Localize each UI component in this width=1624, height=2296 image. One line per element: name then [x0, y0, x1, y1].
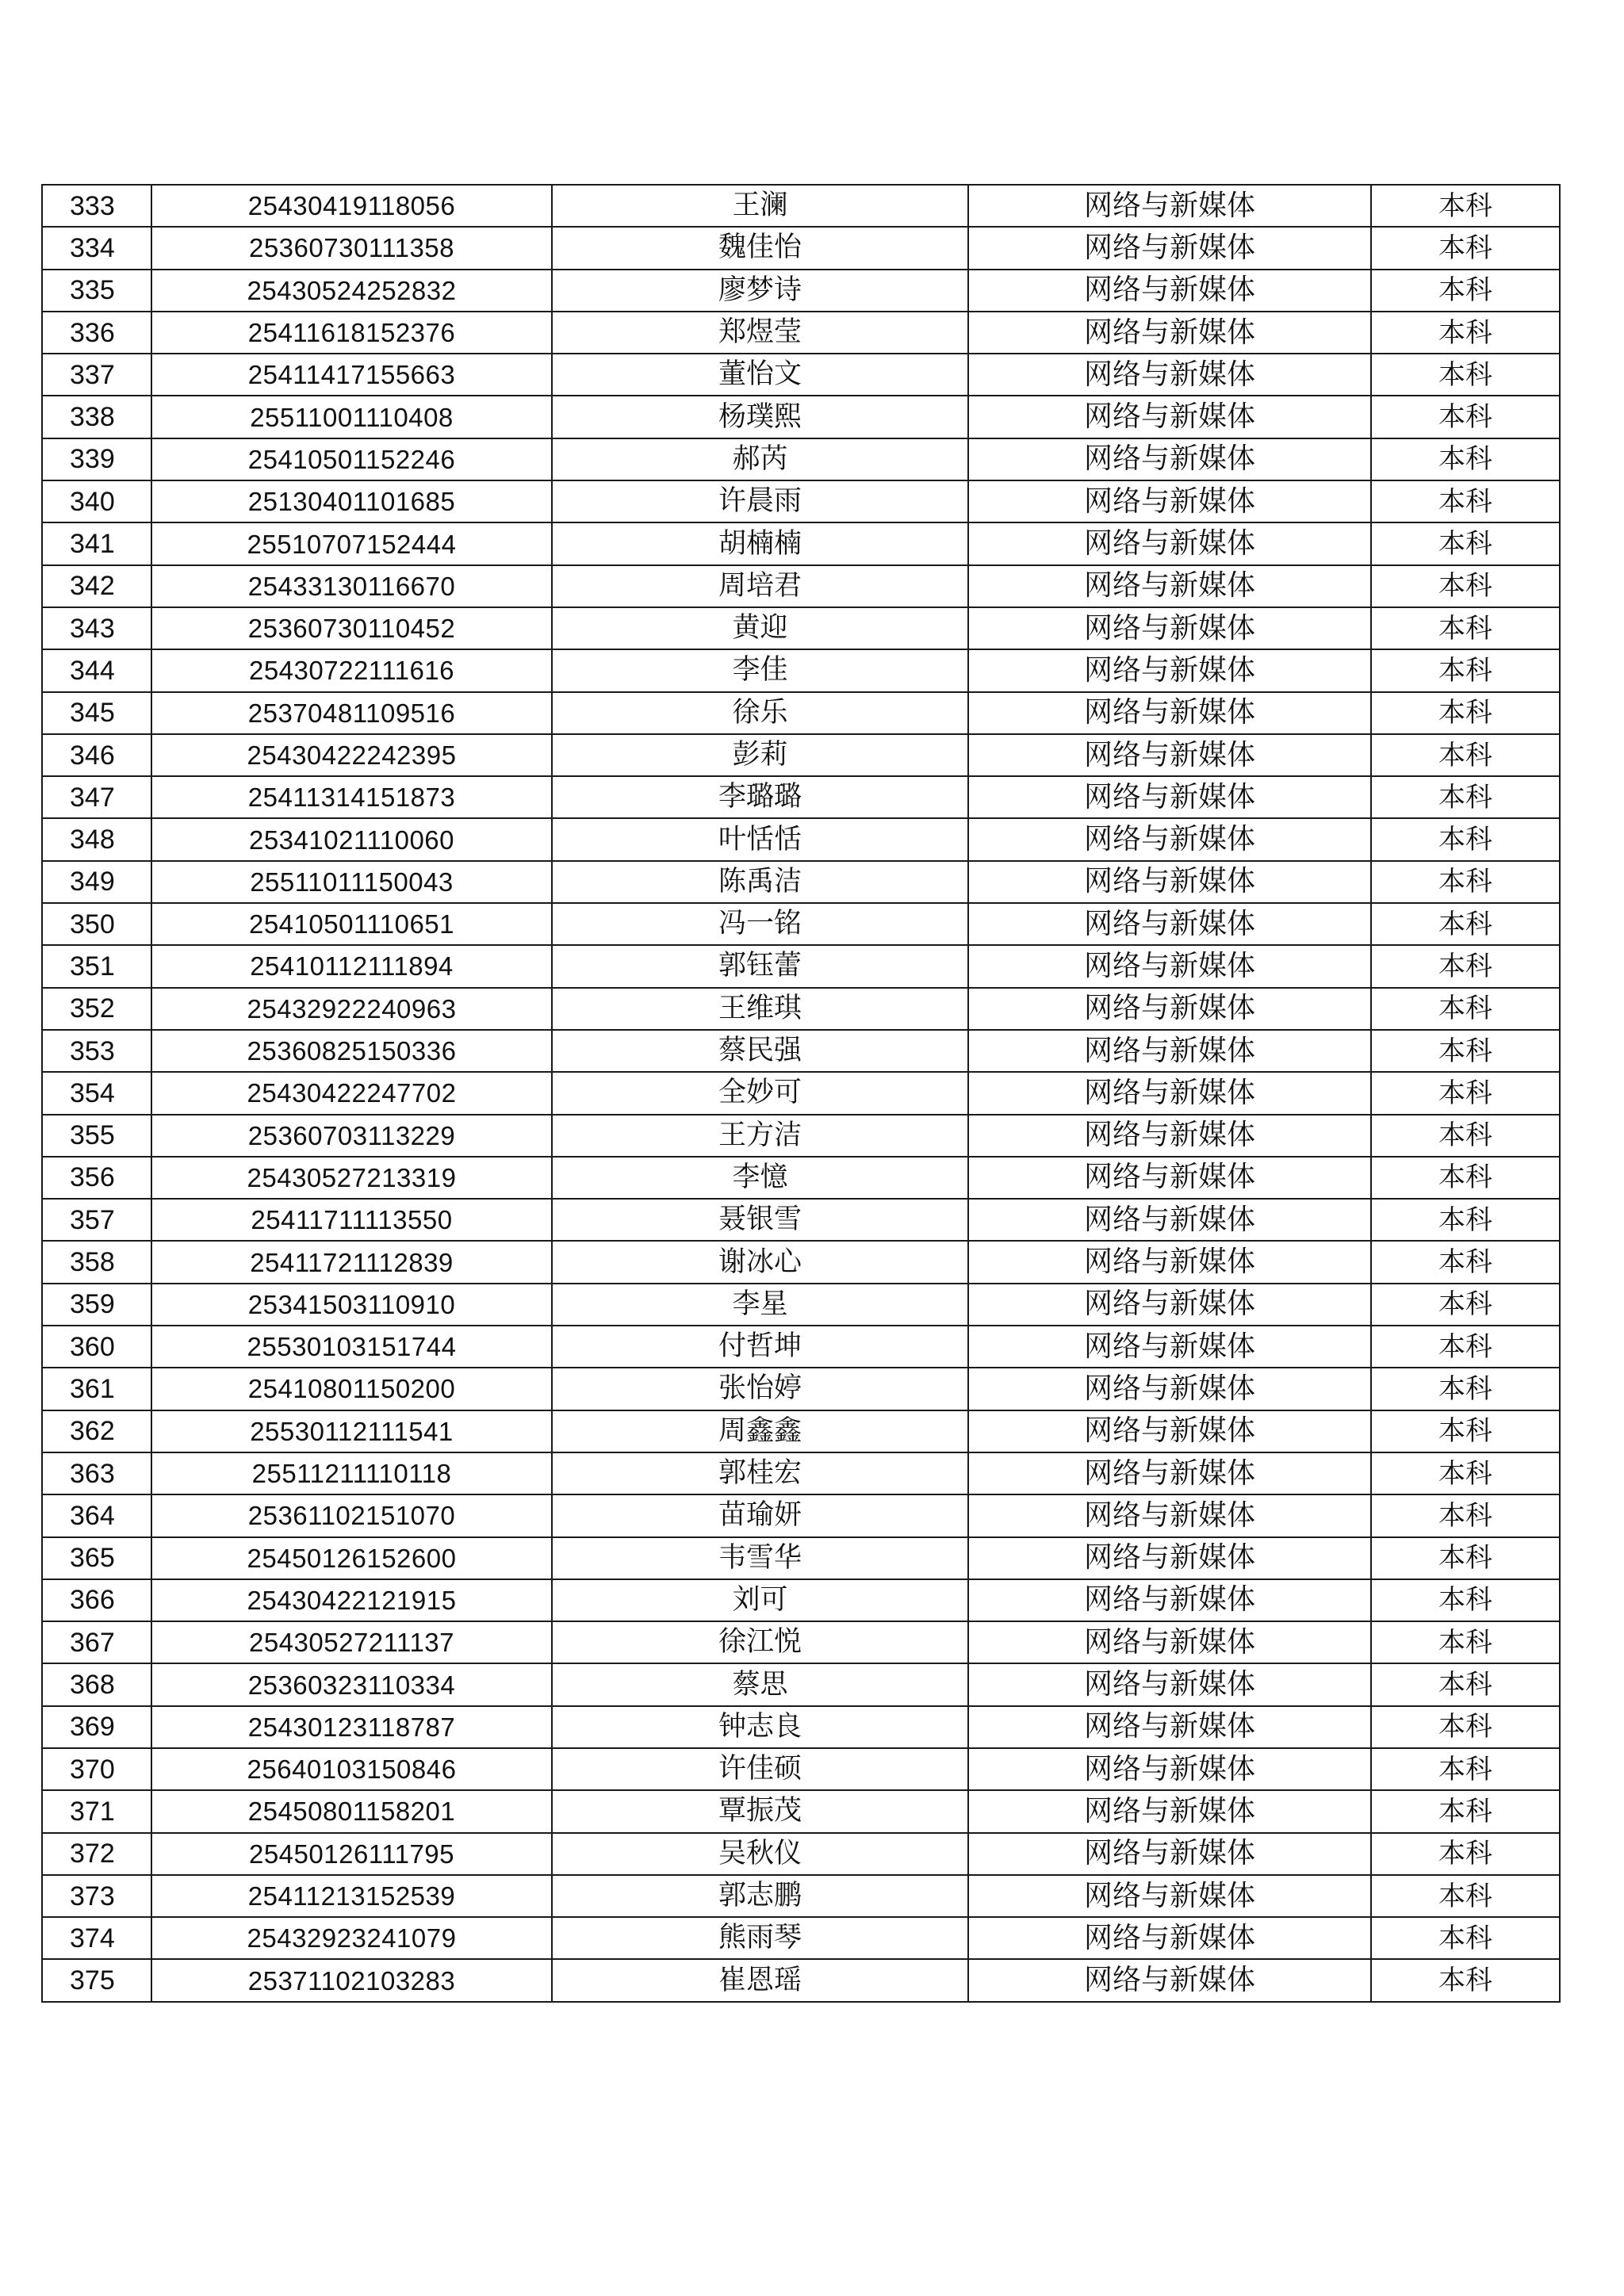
- row-number-cell: 366: [42, 1579, 151, 1621]
- table-row: [42, 185, 1560, 227]
- table-row: [42, 1875, 1560, 1917]
- student-name-cell: 苗瑜妍: [552, 1494, 968, 1536]
- major-cell: 网络与新媒体: [968, 1833, 1371, 1875]
- degree-level-cell: 本科: [1371, 818, 1560, 860]
- document-page: [41, 184, 1559, 2003]
- candidate-id-cell: 25370481109516: [151, 692, 552, 734]
- student-name-cell: 钟志良: [552, 1706, 968, 1748]
- row-number-cell: 351: [42, 945, 151, 987]
- major-cell: 网络与新媒体: [968, 1241, 1371, 1283]
- major-cell: 网络与新媒体: [968, 1579, 1371, 1621]
- major-cell: 网络与新媒体: [968, 1284, 1371, 1326]
- major-cell: 网络与新媒体: [968, 692, 1371, 734]
- candidate-id-cell: 25450126111795: [151, 1833, 552, 1875]
- major-cell: 网络与新媒体: [968, 396, 1371, 438]
- major-cell: 网络与新媒体: [968, 565, 1371, 607]
- candidate-id-cell: 25360730111358: [151, 227, 552, 269]
- table-row: [42, 1199, 1560, 1241]
- candidate-id-cell: 25511001110408: [151, 396, 552, 438]
- table-row: [42, 649, 1560, 691]
- table-row: [42, 1326, 1560, 1368]
- candidate-id-cell: 25530112111541: [151, 1410, 552, 1452]
- candidate-id-cell: 25432923241079: [151, 1917, 552, 1959]
- degree-level-cell: 本科: [1371, 1157, 1560, 1199]
- candidate-id-cell: 25410112111894: [151, 945, 552, 987]
- degree-level-cell: 本科: [1371, 988, 1560, 1030]
- degree-level-cell: 本科: [1371, 1199, 1560, 1241]
- student-name-cell: 谢冰心: [552, 1241, 968, 1283]
- major-cell: 网络与新媒体: [968, 734, 1371, 776]
- degree-level-cell: 本科: [1371, 1579, 1560, 1621]
- row-number-cell: 375: [42, 1959, 151, 2001]
- row-number-cell: 355: [42, 1115, 151, 1157]
- candidate-id-cell: 25510707152444: [151, 522, 552, 564]
- major-cell: 网络与新媒体: [968, 1115, 1371, 1157]
- row-number-cell: 362: [42, 1410, 151, 1452]
- row-number-cell: 349: [42, 861, 151, 903]
- student-name-cell: 覃振茂: [552, 1790, 968, 1832]
- student-name-cell: 董怡文: [552, 354, 968, 396]
- candidate-id-cell: 25430524252832: [151, 270, 552, 312]
- table-row: [42, 988, 1560, 1030]
- candidate-id-cell: 25411711113550: [151, 1199, 552, 1241]
- row-number-cell: 338: [42, 396, 151, 438]
- degree-level-cell: 本科: [1371, 1875, 1560, 1917]
- table-row: [42, 480, 1560, 522]
- table-row: [42, 1748, 1560, 1790]
- student-name-cell: 郭桂宏: [552, 1452, 968, 1494]
- major-cell: 网络与新媒体: [968, 270, 1371, 312]
- degree-level-cell: 本科: [1371, 1494, 1560, 1536]
- student-name-cell: 彭莉: [552, 734, 968, 776]
- degree-level-cell: 本科: [1371, 185, 1560, 227]
- table-row: [42, 734, 1560, 776]
- major-cell: 网络与新媒体: [968, 1494, 1371, 1536]
- major-cell: 网络与新媒体: [968, 438, 1371, 480]
- row-number-cell: 344: [42, 649, 151, 691]
- degree-level-cell: 本科: [1371, 1833, 1560, 1875]
- row-number-cell: 343: [42, 607, 151, 649]
- degree-level-cell: 本科: [1371, 945, 1560, 987]
- student-name-cell: 全妙可: [552, 1072, 968, 1114]
- student-name-cell: 王方洁: [552, 1115, 968, 1157]
- major-cell: 网络与新媒体: [968, 1157, 1371, 1199]
- candidate-id-cell: 25410501110651: [151, 903, 552, 945]
- row-number-cell: 354: [42, 1072, 151, 1114]
- candidate-id-cell: 25430422247702: [151, 1072, 552, 1114]
- table-row: [42, 354, 1560, 396]
- student-name-cell: 李星: [552, 1284, 968, 1326]
- degree-level-cell: 本科: [1371, 1917, 1560, 1959]
- student-name-cell: 冯一铭: [552, 903, 968, 945]
- candidate-id-cell: 25450126152600: [151, 1537, 552, 1579]
- major-cell: 网络与新媒体: [968, 1790, 1371, 1832]
- row-number-cell: 342: [42, 565, 151, 607]
- degree-level-cell: 本科: [1371, 1790, 1560, 1832]
- major-cell: 网络与新媒体: [968, 227, 1371, 269]
- student-name-cell: 郑煜莹: [552, 312, 968, 354]
- degree-level-cell: 本科: [1371, 565, 1560, 607]
- table-row: [42, 818, 1560, 860]
- student-name-cell: 韦雪华: [552, 1537, 968, 1579]
- student-name-cell: 张怡婷: [552, 1368, 968, 1410]
- student-name-cell: 廖梦诗: [552, 270, 968, 312]
- table-row: [42, 1494, 1560, 1536]
- candidate-id-cell: 25430419118056: [151, 185, 552, 227]
- student-name-cell: 黄迎: [552, 607, 968, 649]
- table-row: [42, 1452, 1560, 1494]
- row-number-cell: 371: [42, 1790, 151, 1832]
- table-row: [42, 1368, 1560, 1410]
- major-cell: 网络与新媒体: [968, 818, 1371, 860]
- student-name-cell: 聂银雪: [552, 1199, 968, 1241]
- candidate-id-cell: 25511011150043: [151, 861, 552, 903]
- major-cell: 网络与新媒体: [968, 1663, 1371, 1705]
- student-name-cell: 吴秋仪: [552, 1833, 968, 1875]
- degree-level-cell: 本科: [1371, 1115, 1560, 1157]
- table-row: [42, 1833, 1560, 1875]
- major-cell: 网络与新媒体: [968, 1326, 1371, 1368]
- major-cell: 网络与新媒体: [968, 988, 1371, 1030]
- major-cell: 网络与新媒体: [968, 607, 1371, 649]
- row-number-cell: 364: [42, 1494, 151, 1536]
- table-row: [42, 1115, 1560, 1157]
- degree-level-cell: 本科: [1371, 861, 1560, 903]
- table-body: [42, 185, 1560, 2002]
- major-cell: 网络与新媒体: [968, 1875, 1371, 1917]
- candidate-id-cell: 25341503110910: [151, 1284, 552, 1326]
- table-row: [42, 1959, 1560, 2001]
- row-number-cell: 350: [42, 903, 151, 945]
- row-number-cell: 365: [42, 1537, 151, 1579]
- major-cell: 网络与新媒体: [968, 1917, 1371, 1959]
- row-number-cell: 373: [42, 1875, 151, 1917]
- degree-level-cell: 本科: [1371, 1072, 1560, 1114]
- candidate-id-cell: 25430722111616: [151, 649, 552, 691]
- major-cell: 网络与新媒体: [968, 522, 1371, 564]
- table-row: [42, 565, 1560, 607]
- row-number-cell: 356: [42, 1157, 151, 1199]
- candidate-id-cell: 25430527211137: [151, 1621, 552, 1663]
- table-row: [42, 1241, 1560, 1283]
- major-cell: 网络与新媒体: [968, 1072, 1371, 1114]
- major-cell: 网络与新媒体: [968, 185, 1371, 227]
- row-number-cell: 340: [42, 480, 151, 522]
- student-name-cell: 李憶: [552, 1157, 968, 1199]
- major-cell: 网络与新媒体: [968, 1959, 1371, 2001]
- candidate-id-cell: 25411618152376: [151, 312, 552, 354]
- candidate-id-cell: 25130401101685: [151, 480, 552, 522]
- degree-level-cell: 本科: [1371, 1241, 1560, 1283]
- table-row: [42, 1706, 1560, 1748]
- row-number-cell: 353: [42, 1030, 151, 1072]
- candidate-id-cell: 25341021110060: [151, 818, 552, 860]
- degree-level-cell: 本科: [1371, 438, 1560, 480]
- candidate-id-cell: 25410801150200: [151, 1368, 552, 1410]
- table-row: [42, 1621, 1560, 1663]
- candidate-id-cell: 25371102103283: [151, 1959, 552, 2001]
- candidate-id-cell: 25530103151744: [151, 1326, 552, 1368]
- degree-level-cell: 本科: [1371, 903, 1560, 945]
- table-row: [42, 1917, 1560, 1959]
- degree-level-cell: 本科: [1371, 480, 1560, 522]
- major-cell: 网络与新媒体: [968, 1368, 1371, 1410]
- candidate-id-cell: 25360323110334: [151, 1663, 552, 1705]
- degree-level-cell: 本科: [1371, 1537, 1560, 1579]
- major-cell: 网络与新媒体: [968, 1452, 1371, 1494]
- degree-level-cell: 本科: [1371, 522, 1560, 564]
- row-number-cell: 359: [42, 1284, 151, 1326]
- major-cell: 网络与新媒体: [968, 480, 1371, 522]
- degree-level-cell: 本科: [1371, 1368, 1560, 1410]
- degree-level-cell: 本科: [1371, 227, 1560, 269]
- candidate-id-cell: 25430123118787: [151, 1706, 552, 1748]
- table-row: [42, 1284, 1560, 1326]
- degree-level-cell: 本科: [1371, 1326, 1560, 1368]
- table-row: [42, 522, 1560, 564]
- major-cell: 网络与新媒体: [968, 1748, 1371, 1790]
- degree-level-cell: 本科: [1371, 396, 1560, 438]
- row-number-cell: 360: [42, 1326, 151, 1368]
- candidate-id-cell: 25450801158201: [151, 1790, 552, 1832]
- student-name-cell: 徐江悦: [552, 1621, 968, 1663]
- candidate-id-cell: 25432922240963: [151, 988, 552, 1030]
- row-number-cell: 358: [42, 1241, 151, 1283]
- student-name-cell: 许佳硕: [552, 1748, 968, 1790]
- student-name-cell: 陈禹洁: [552, 861, 968, 903]
- degree-level-cell: 本科: [1371, 1284, 1560, 1326]
- student-name-cell: 叶恬恬: [552, 818, 968, 860]
- table-row: [42, 607, 1560, 649]
- student-name-cell: 杨璞熙: [552, 396, 968, 438]
- row-number-cell: 372: [42, 1833, 151, 1875]
- row-number-cell: 333: [42, 185, 151, 227]
- row-number-cell: 370: [42, 1748, 151, 1790]
- row-number-cell: 374: [42, 1917, 151, 1959]
- candidate-id-cell: 25361102151070: [151, 1494, 552, 1536]
- major-cell: 网络与新媒体: [968, 1030, 1371, 1072]
- degree-level-cell: 本科: [1371, 312, 1560, 354]
- table-row: [42, 1072, 1560, 1114]
- student-name-cell: 熊雨琴: [552, 1917, 968, 1959]
- table-row: [42, 438, 1560, 480]
- table-row: [42, 1030, 1560, 1072]
- table-row: [42, 945, 1560, 987]
- row-number-cell: 339: [42, 438, 151, 480]
- candidate-id-cell: 25411213152539: [151, 1875, 552, 1917]
- row-number-cell: 363: [42, 1452, 151, 1494]
- table-row: [42, 396, 1560, 438]
- candidate-id-cell: 25360703113229: [151, 1115, 552, 1157]
- row-number-cell: 345: [42, 692, 151, 734]
- student-name-cell: 蔡思: [552, 1663, 968, 1705]
- table-row: [42, 270, 1560, 312]
- major-cell: 网络与新媒体: [968, 1706, 1371, 1748]
- major-cell: 网络与新媒体: [968, 903, 1371, 945]
- degree-level-cell: 本科: [1371, 1959, 1560, 2001]
- table-row: [42, 861, 1560, 903]
- major-cell: 网络与新媒体: [968, 1537, 1371, 1579]
- student-name-cell: 郭志鹏: [552, 1875, 968, 1917]
- row-number-cell: 369: [42, 1706, 151, 1748]
- degree-level-cell: 本科: [1371, 776, 1560, 818]
- major-cell: 网络与新媒体: [968, 312, 1371, 354]
- candidate-id-cell: 25433130116670: [151, 565, 552, 607]
- table-row: [42, 692, 1560, 734]
- table-row: [42, 776, 1560, 818]
- degree-level-cell: 本科: [1371, 1452, 1560, 1494]
- degree-level-cell: 本科: [1371, 1663, 1560, 1705]
- candidate-id-cell: 25640103150846: [151, 1748, 552, 1790]
- candidate-id-cell: 25360730110452: [151, 607, 552, 649]
- degree-level-cell: 本科: [1371, 734, 1560, 776]
- table-row: [42, 312, 1560, 354]
- candidate-id-cell: 25360825150336: [151, 1030, 552, 1072]
- student-name-cell: 许晨雨: [552, 480, 968, 522]
- row-number-cell: 368: [42, 1663, 151, 1705]
- row-number-cell: 361: [42, 1368, 151, 1410]
- degree-level-cell: 本科: [1371, 1030, 1560, 1072]
- degree-level-cell: 本科: [1371, 1706, 1560, 1748]
- student-name-cell: 王维琪: [552, 988, 968, 1030]
- table-row: [42, 1157, 1560, 1199]
- major-cell: 网络与新媒体: [968, 354, 1371, 396]
- row-number-cell: 352: [42, 988, 151, 1030]
- student-name-cell: 徐乐: [552, 692, 968, 734]
- student-name-cell: 蔡民强: [552, 1030, 968, 1072]
- degree-level-cell: 本科: [1371, 270, 1560, 312]
- row-number-cell: 337: [42, 354, 151, 396]
- student-name-cell: 胡楠楠: [552, 522, 968, 564]
- candidate-id-cell: 25430422121915: [151, 1579, 552, 1621]
- student-name-cell: 崔恩瑶: [552, 1959, 968, 2001]
- degree-level-cell: 本科: [1371, 1621, 1560, 1663]
- degree-level-cell: 本科: [1371, 1748, 1560, 1790]
- major-cell: 网络与新媒体: [968, 649, 1371, 691]
- candidate-id-cell: 25410501152246: [151, 438, 552, 480]
- major-cell: 网络与新媒体: [968, 1621, 1371, 1663]
- row-number-cell: 341: [42, 522, 151, 564]
- student-name-cell: 周鑫鑫: [552, 1410, 968, 1452]
- row-number-cell: 335: [42, 270, 151, 312]
- admission-table: [41, 184, 1561, 2003]
- row-number-cell: 347: [42, 776, 151, 818]
- student-name-cell: 周培君: [552, 565, 968, 607]
- table-row: [42, 1790, 1560, 1832]
- student-name-cell: 李佳: [552, 649, 968, 691]
- row-number-cell: 357: [42, 1199, 151, 1241]
- major-cell: 网络与新媒体: [968, 1410, 1371, 1452]
- table-row: [42, 1537, 1560, 1579]
- row-number-cell: 348: [42, 818, 151, 860]
- degree-level-cell: 本科: [1371, 607, 1560, 649]
- table-row: [42, 1663, 1560, 1705]
- student-name-cell: 刘可: [552, 1579, 968, 1621]
- major-cell: 网络与新媒体: [968, 945, 1371, 987]
- degree-level-cell: 本科: [1371, 649, 1560, 691]
- table-row: [42, 1410, 1560, 1452]
- candidate-id-cell: 25411417155663: [151, 354, 552, 396]
- candidate-id-cell: 25411314151873: [151, 776, 552, 818]
- student-name-cell: 李璐璐: [552, 776, 968, 818]
- student-name-cell: 魏佳怡: [552, 227, 968, 269]
- candidate-id-cell: 25511211110118: [151, 1452, 552, 1494]
- row-number-cell: 334: [42, 227, 151, 269]
- major-cell: 网络与新媒体: [968, 1199, 1371, 1241]
- row-number-cell: 336: [42, 312, 151, 354]
- table-row: [42, 227, 1560, 269]
- candidate-id-cell: 25411721112839: [151, 1241, 552, 1283]
- candidate-id-cell: 25430422242395: [151, 734, 552, 776]
- major-cell: 网络与新媒体: [968, 776, 1371, 818]
- candidate-id-cell: 25430527213319: [151, 1157, 552, 1199]
- major-cell: 网络与新媒体: [968, 861, 1371, 903]
- student-name-cell: 付哲坤: [552, 1326, 968, 1368]
- table-row: [42, 903, 1560, 945]
- student-name-cell: 王澜: [552, 185, 968, 227]
- row-number-cell: 346: [42, 734, 151, 776]
- table-row: [42, 1579, 1560, 1621]
- row-number-cell: 367: [42, 1621, 151, 1663]
- degree-level-cell: 本科: [1371, 354, 1560, 396]
- degree-level-cell: 本科: [1371, 1410, 1560, 1452]
- student-name-cell: 郝芮: [552, 438, 968, 480]
- degree-level-cell: 本科: [1371, 692, 1560, 734]
- student-name-cell: 郭钰蕾: [552, 945, 968, 987]
